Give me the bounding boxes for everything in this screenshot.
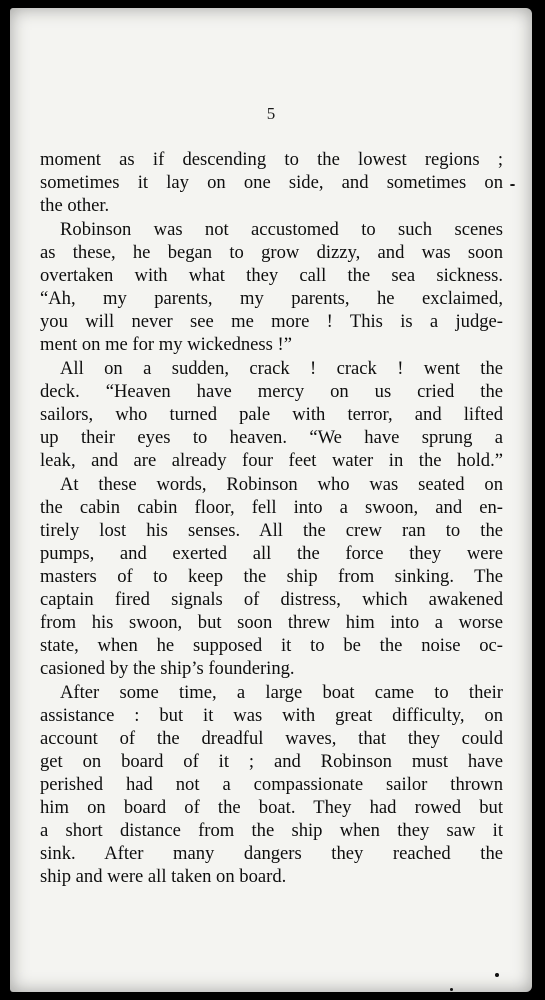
text-line: get on board of it ; and Robinson must have [40, 751, 503, 772]
text-line: the other. [40, 195, 110, 216]
text-line: sometimes it lay on one side, and sometimes on [40, 172, 503, 193]
text-line: leak, and are already four feet water in the hold.” [40, 450, 503, 471]
text-line: moment as if descending to the lowest regions ; [40, 149, 503, 170]
text-line: from his swoon, but soon threw him into a worse [40, 612, 503, 633]
text-line: pumps, and exerted all the force they were [40, 543, 503, 564]
text-line: him on board of the boat. They had rowed but [40, 797, 503, 818]
text-line: “Ah, my parents, my parents, he exclaimed, [40, 288, 503, 309]
text-line: captain fired signals of distress, which awakened [40, 589, 503, 610]
text-line: sink. After many dangers they reached the [40, 843, 503, 864]
text-line: tirely lost his senses. All the crew ran to the [40, 520, 503, 541]
text-line: At these words, Robinson who was seated on [60, 474, 503, 495]
text-line: ment on me for my wickedness !” [40, 334, 292, 355]
text-line: After some time, a large boat came to their [60, 682, 503, 703]
text-line: casioned by the ship’s foundering. [40, 658, 295, 679]
text-line: overtaken with what they call the sea sickness. [40, 265, 503, 286]
text-line: a short distance from the ship when they saw it [40, 820, 503, 841]
page-number: 5 [266, 104, 276, 123]
text-line: ship and were all taken on board. [40, 866, 287, 887]
text-line: perished had not a compassionate sailor thrown [40, 774, 503, 795]
text-line: up their eyes to heaven. “We have sprung a [40, 427, 503, 448]
book-page [10, 8, 532, 992]
text-line: deck. “Heaven have mercy on us cried the [40, 381, 503, 402]
text-line: you will never see me more ! This is a judge- [40, 311, 503, 332]
ink-speck [495, 973, 499, 977]
text-line: masters of to keep the ship from sinking. The [40, 566, 503, 587]
text-line: account of the dreadful waves, that they could [40, 728, 503, 749]
text-line: sailors, who turned pale with terror, and lifted [40, 404, 503, 425]
text-line: the cabin cabin floor, fell into a swoon, and en- [40, 497, 503, 518]
text-line: All on a sudden, crack ! crack ! went the [60, 358, 503, 379]
text-line: Robinson was not accustomed to such scenes [60, 219, 503, 240]
ink-speck [450, 988, 453, 991]
text-line: assistance : but it was with great difficulty, on [40, 705, 503, 726]
text-line: as these, he began to grow dizzy, and was soon [40, 242, 503, 263]
ink-speck [510, 184, 515, 186]
text-line: state, when he supposed it to be the noise oc- [40, 635, 503, 656]
